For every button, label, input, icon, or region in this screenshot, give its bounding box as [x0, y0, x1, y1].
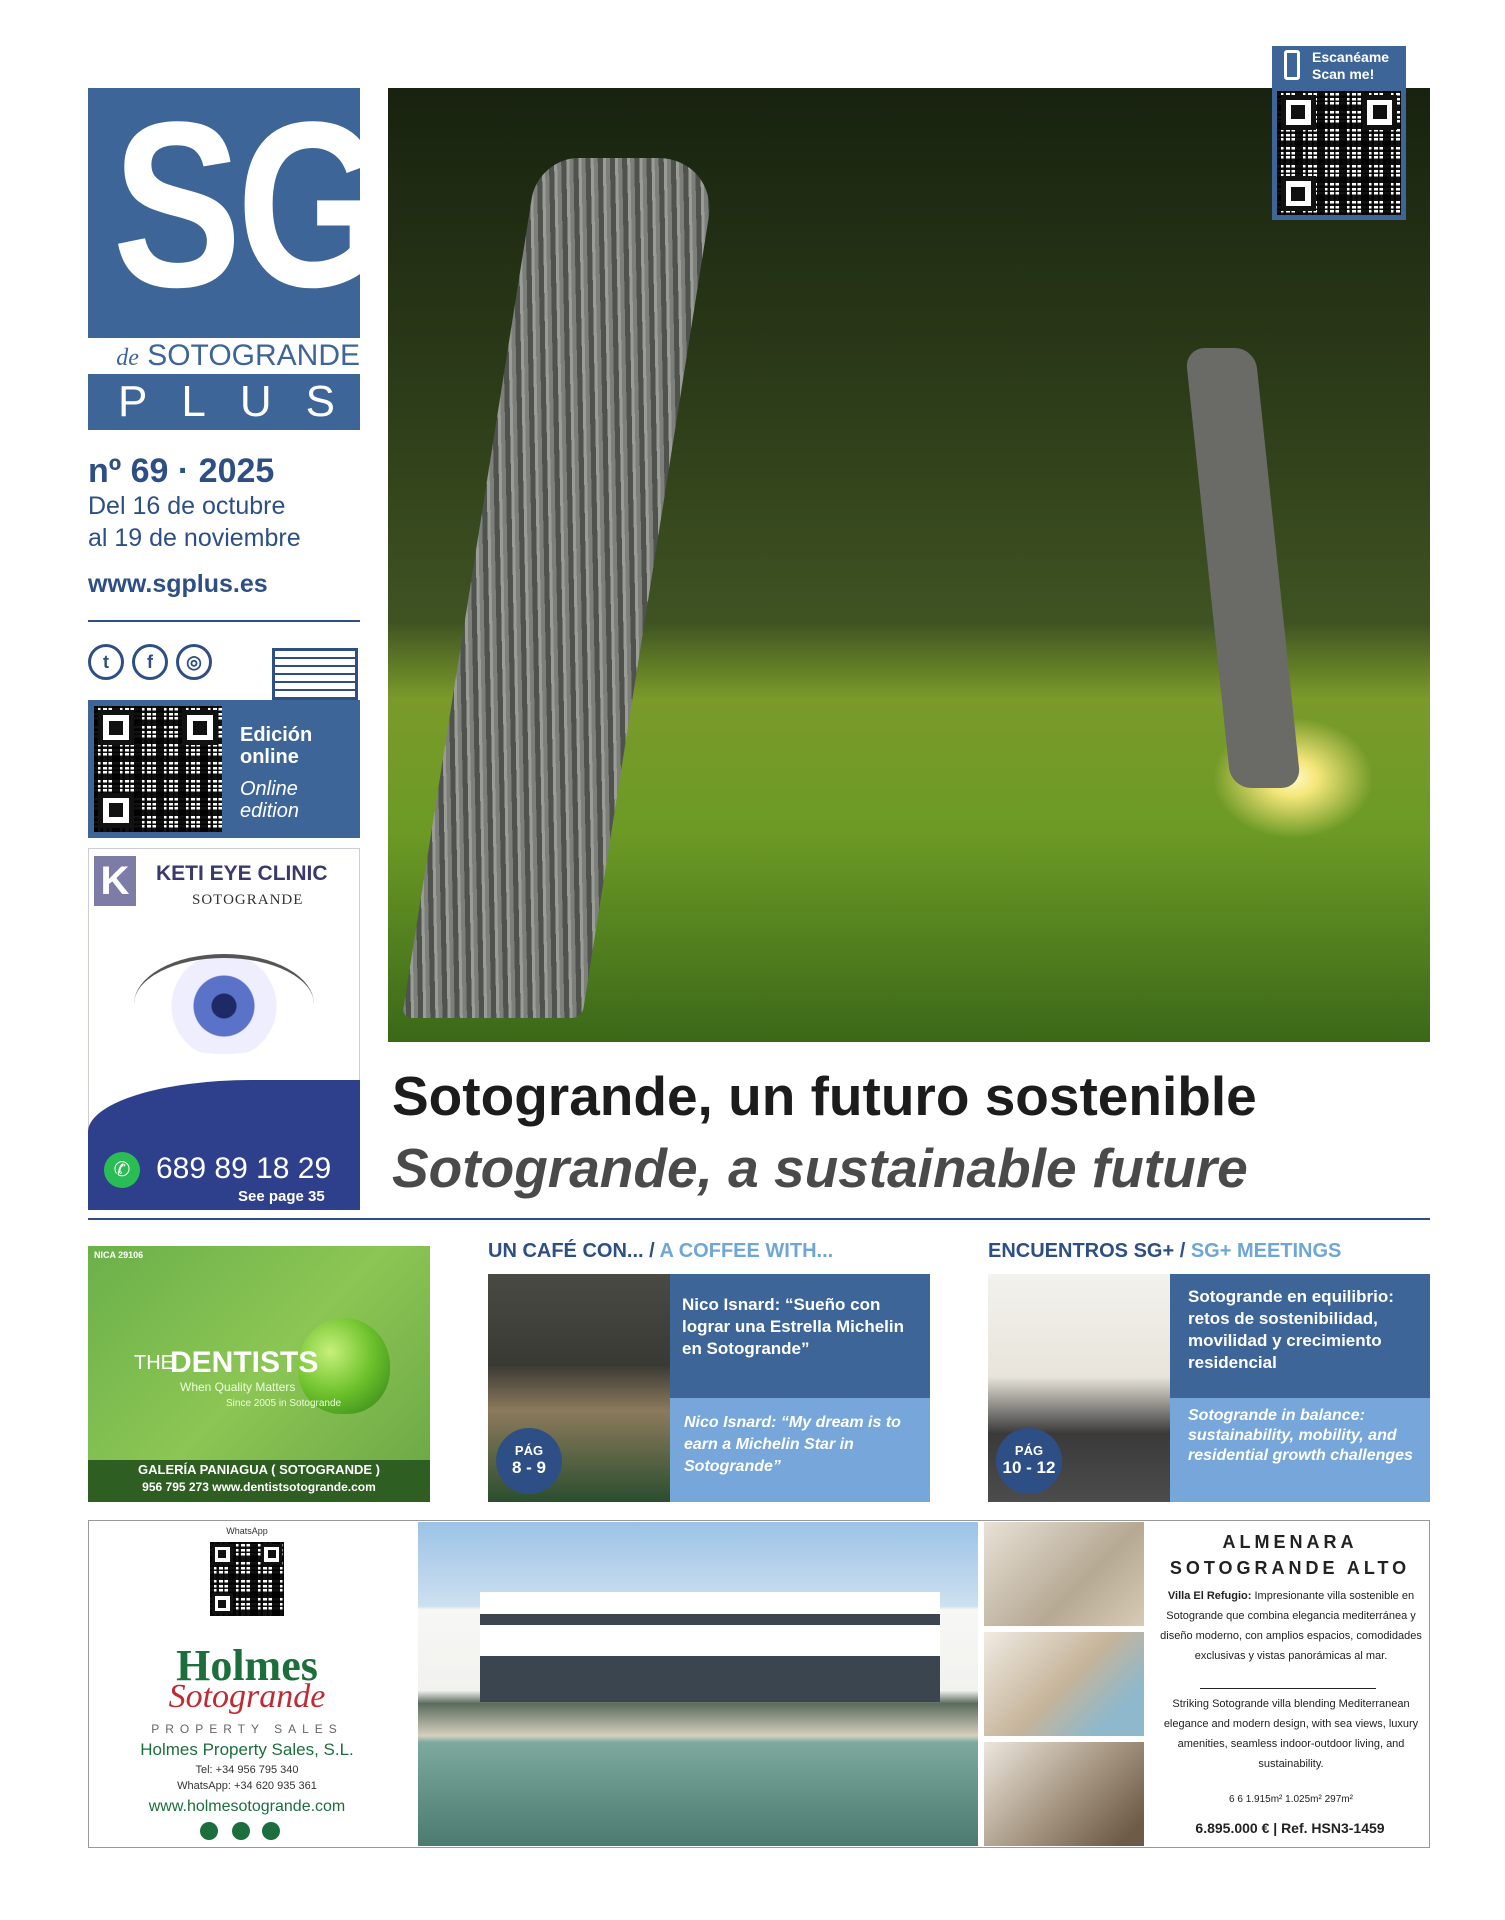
- listing-features: 6 6 1.915m² 1.025m² 297m²: [1229, 1794, 1353, 1805]
- qr-finder: [261, 1544, 282, 1565]
- holmes-whatsapp[interactable]: WhatsApp: +34 620 935 361: [177, 1780, 317, 1792]
- logo-sotogrande-text: SOTOGRANDE: [147, 339, 360, 372]
- section-header-coffee: [488, 1240, 833, 1263]
- villa-interior-thumb: [984, 1632, 1144, 1736]
- qr-finder: [98, 793, 134, 828]
- coffee-header-es: UN CAFÉ CON... /: [488, 1240, 660, 1262]
- listing-description-en: Striking Sotogrande villa blending Mediterranean elegance and modern design, with sea views, luxury amenities, seamless indoor-outdoor living, and sustainability.: [1163, 1698, 1419, 1770]
- holmes-logo: Holmes: [176, 1641, 318, 1690]
- website-link[interactable]: www.sgplus.es: [88, 570, 268, 598]
- youtube-icon[interactable]: [232, 1822, 250, 1840]
- holmes-property-sales: PROPERTY SALES: [151, 1722, 343, 1736]
- coffee-header-en: A COFFEE WITH...: [659, 1240, 834, 1262]
- tree-trunk: [1185, 348, 1301, 788]
- villa-building: [480, 1592, 940, 1702]
- meetings-header-en: SG+ MEETINGS: [1190, 1240, 1342, 1262]
- dentists-contact[interactable]: 956 795 273 www.dentistsotogrande.com: [142, 1480, 376, 1494]
- villa-interior-thumb: [984, 1742, 1144, 1846]
- keti-clinic-name: KETI EYE CLINIC: [156, 862, 328, 885]
- issue-dates-line1: Del 16 de octubre: [88, 492, 286, 520]
- online-edition-subtitle: Online edition: [240, 778, 299, 822]
- issue-number: nº 69 · 2025: [88, 452, 275, 490]
- qr-finder: [212, 1544, 233, 1565]
- tree-trunk: [402, 158, 718, 1018]
- logo-sg: SG: [112, 73, 383, 337]
- section-header-meetings: [988, 1240, 1341, 1263]
- whatsapp-icon[interactable]: ✆: [104, 1152, 140, 1188]
- villa-interior-thumb: [984, 1522, 1144, 1626]
- dentists-since: Since 2005 in Sotogrande: [226, 1398, 342, 1409]
- twitter-icon[interactable]: t: [88, 644, 124, 680]
- holmes-tel[interactable]: Tel: +34 956 795 340: [195, 1764, 299, 1776]
- dentists-tagline: When Quality Matters: [180, 1380, 296, 1394]
- online-edition-qr-code[interactable]: [94, 706, 222, 832]
- meetings-header-es: ENCUENTROS SG+ /: [988, 1240, 1191, 1262]
- divider: [88, 620, 360, 622]
- villa-desc-es: Impresionante villa sostenible en Sotogrande que combina elegancia mediterránea y diseño moderno, con amplios espacios, comodidades exclusivas y vistas panorámicas al mar.: [1160, 1590, 1422, 1662]
- qr-finder: [212, 1593, 233, 1614]
- qr-finder: [182, 710, 218, 745]
- keti-phone[interactable]: 689 89 18 29: [156, 1152, 332, 1185]
- dentists-nica: NICA 29106: [94, 1250, 144, 1260]
- qr-finder: [1281, 176, 1316, 211]
- qr-finder: [98, 710, 134, 745]
- keti-logo: K: [94, 856, 136, 906]
- listing-subtitle: SOTOGRANDE ALTO: [1169, 1558, 1411, 1578]
- logo-sotogrande: [88, 338, 360, 374]
- coffee-title-es[interactable]: Nico Isnard: “Sueño con lograr una Estrella Michelin en Sotogrande”: [682, 1295, 905, 1358]
- holmes-logo-script: Sotogrande: [168, 1678, 326, 1715]
- scan-qr-code[interactable]: [1272, 86, 1406, 220]
- page-label: PÁG: [1014, 1443, 1044, 1458]
- scan-label-en: Scan me!: [1312, 66, 1375, 82]
- dentists-name: DENTISTS: [170, 1346, 319, 1379]
- whatsapp-qr-code[interactable]: [210, 1542, 284, 1616]
- divider: [1200, 1688, 1376, 1689]
- keti-clinic-location: SOTOGRANDE: [192, 892, 304, 908]
- villa-name: Villa El Refugio:: [1167, 1590, 1252, 1602]
- meetings-title-es[interactable]: Sotogrande en equilibrio: retos de sostenibilidad, movilidad y crecimiento residencial: [1188, 1287, 1394, 1372]
- headline-spanish: Sotogrande, un futuro sostenible: [392, 1065, 1257, 1127]
- instagram-icon[interactable]: ◎: [176, 644, 212, 680]
- coffee-page-badge[interactable]: [496, 1428, 562, 1494]
- keti-see-page: See page 35: [238, 1188, 325, 1205]
- hero-photo-cork-oak-forest: [388, 88, 1430, 1042]
- dentists-address: GALERÍA PANIAGUA ( SOTOGRANDE ): [138, 1462, 380, 1477]
- facebook-icon[interactable]: f: [132, 644, 168, 680]
- page-label: PÁG: [514, 1443, 544, 1458]
- holmes-website[interactable]: www.holmesotogrande.com: [148, 1798, 346, 1815]
- headline-english: Sotogrande, a sustainable future: [392, 1137, 1248, 1199]
- listing-price: 6.895.000 € | Ref. HSN3-1459: [1195, 1820, 1385, 1836]
- meetings-page-badge[interactable]: [996, 1428, 1062, 1494]
- issue-dates-line2: al 19 de noviembre: [88, 524, 301, 552]
- phone-icon: [1284, 50, 1300, 80]
- logo-de: de: [116, 345, 139, 371]
- listing-title: ALMENARA: [1222, 1532, 1358, 1552]
- scan-label-es: Escanéame: [1312, 49, 1390, 65]
- holmes-company: Holmes Property Sales, S.L.: [140, 1740, 354, 1759]
- eye-image: [134, 954, 314, 1054]
- whatsapp-label: WhatsApp: [226, 1526, 268, 1536]
- online-edition-title: Edición online: [240, 724, 313, 768]
- newspaper-icon: [272, 648, 358, 700]
- qr-finder: [1362, 95, 1397, 130]
- qr-finder: [1281, 95, 1316, 130]
- page-number: 10 - 12: [1002, 1458, 1056, 1477]
- coffee-title-en[interactable]: Nico Isnard: “My dream is to earn a Michelin Star in Sotogrande”: [684, 1414, 901, 1475]
- listing-description-es: [1156, 1586, 1426, 1666]
- facebook-icon[interactable]: [262, 1822, 280, 1840]
- divider: [88, 1218, 1430, 1220]
- logo-plus: PLUS: [88, 374, 360, 430]
- meetings-title-en[interactable]: Sotogrande in balance: sustainability, mobility, and residential growth challenges: [1188, 1407, 1413, 1464]
- instagram-icon[interactable]: [200, 1822, 218, 1840]
- page-number: 8 - 9: [511, 1458, 547, 1477]
- dentists-the: THE: [134, 1352, 174, 1374]
